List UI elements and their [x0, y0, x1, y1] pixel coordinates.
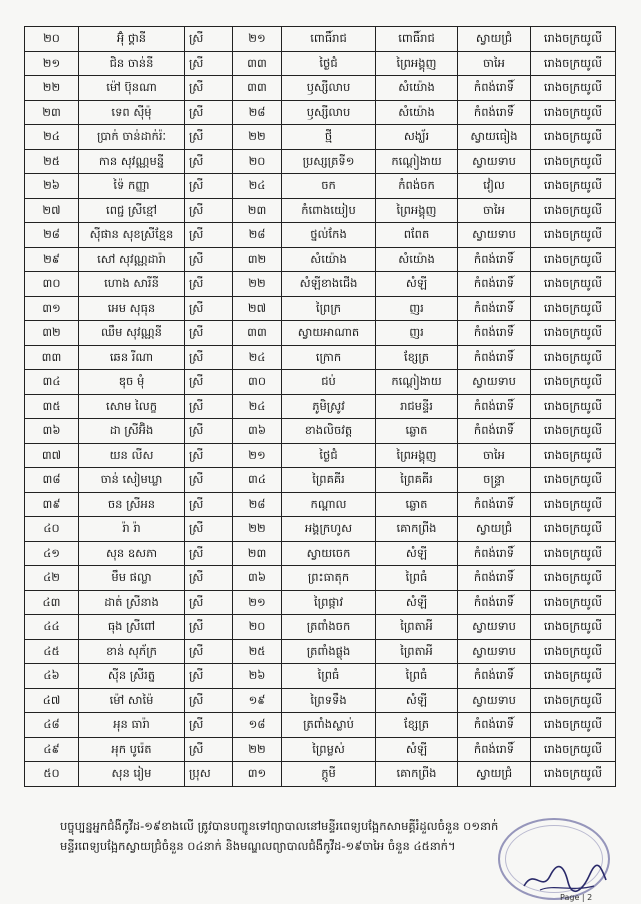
commune-cell: ព្រៃតាអី: [376, 639, 458, 664]
workplace-cell: រោងចក្រយូលី: [531, 296, 616, 321]
sex-cell: ស្រី: [185, 321, 233, 346]
commune-cell: ឆ្លោត: [376, 492, 458, 517]
age-cell: ២០: [233, 149, 282, 174]
workplace-cell: រោងចក្រយូលី: [531, 762, 616, 787]
age-cell: ២៤: [233, 174, 282, 199]
village-cell: ព្រៃក្រ: [282, 296, 376, 321]
commune-cell: សំយ៉ោង: [376, 100, 458, 125]
row-number-cell: ៣០: [25, 272, 79, 297]
age-cell: ៣៤: [233, 468, 282, 493]
person-name-cell: អុក បូរ៉េត: [79, 737, 185, 762]
commune-cell: គោកព្រីង: [376, 517, 458, 542]
sex-cell: ស្រី: [185, 615, 233, 640]
district-cell: ចន្ទ្រា: [458, 468, 531, 493]
workplace-cell: រោងចក្រយូលី: [531, 492, 616, 517]
district-cell: ស្វាយទាប: [458, 149, 531, 174]
village-cell: ក្រោក: [282, 345, 376, 370]
age-cell: ២៦: [233, 664, 282, 689]
person-name-cell: មឹម ផល្លា: [79, 566, 185, 591]
age-cell: ២១: [233, 443, 282, 468]
commune-cell: សំយ៉ោង: [376, 247, 458, 272]
district-cell: កំពង់រោទិ៍: [458, 737, 531, 762]
workplace-cell: រោងចក្រយូលី: [531, 639, 616, 664]
sex-cell: ស្រី: [185, 419, 233, 444]
commune-cell: រាជមន្ទីរ: [376, 394, 458, 419]
age-cell: ២១: [233, 590, 282, 615]
row-number-cell: ២៧: [25, 198, 79, 223]
district-cell: កំពង់រោទិ៍: [458, 76, 531, 101]
age-cell: ២៣: [233, 541, 282, 566]
village-cell: ក្តូមី: [282, 762, 376, 787]
commune-cell: ព្រៃតាអី: [376, 615, 458, 640]
sex-cell: ស្រី: [185, 198, 233, 223]
commune-cell: សំយ៉ោង: [376, 76, 458, 101]
row-number-cell: ៣៧: [25, 443, 79, 468]
age-cell: ២៣: [233, 198, 282, 223]
sex-cell: ស្រី: [185, 223, 233, 248]
person-name-cell: អេម សុធុន: [79, 296, 185, 321]
sex-cell: ស្រី: [185, 566, 233, 591]
sex-cell: ស្រី: [185, 345, 233, 370]
row-number-cell: ៤៨: [25, 713, 79, 738]
row-number-cell: ៣៦: [25, 419, 79, 444]
village-cell: ពោធិ៍រាជ: [282, 27, 376, 52]
row-number-cell: ៤០: [25, 517, 79, 542]
person-name-cell: ធុង ស្រីពៅ: [79, 615, 185, 640]
workplace-cell: រោងចក្រយូលី: [531, 100, 616, 125]
village-cell: សំឡីខាងជើង: [282, 272, 376, 297]
district-cell: កំពង់រោទិ៍: [458, 664, 531, 689]
row-number-cell: ២៣: [25, 100, 79, 125]
person-name-cell: ឈឹម សុវណ្ណនី: [79, 321, 185, 346]
table-row: [25, 639, 616, 664]
table-row: [25, 541, 616, 566]
workplace-cell: រោងចក្រយូលី: [531, 468, 616, 493]
sex-cell: ស្រី: [185, 100, 233, 125]
person-name-cell: ហោង សារីនី: [79, 272, 185, 297]
district-cell: ចាអៃ: [458, 443, 531, 468]
workplace-cell: រោងចក្រយូលី: [531, 125, 616, 150]
commune-cell: ឆ្លោត: [376, 419, 458, 444]
workplace-cell: រោងចក្រយូលី: [531, 345, 616, 370]
table-row: [25, 27, 616, 52]
row-number-cell: ២០: [25, 27, 79, 52]
workplace-cell: រោងចក្រយូលី: [531, 370, 616, 395]
sex-cell: ស្រី: [185, 149, 233, 174]
commune-cell: កណ្តៀងាយ: [376, 370, 458, 395]
workplace-cell: រោងចក្រយូលី: [531, 541, 616, 566]
district-cell: កំពង់រោទិ៍: [458, 492, 531, 517]
row-number-cell: ៣៩: [25, 492, 79, 517]
age-cell: ៣១: [233, 762, 282, 787]
workplace-cell: រោងចក្រយូលី: [531, 615, 616, 640]
workplace-cell: រោងចក្រយូលី: [531, 664, 616, 689]
workplace-cell: រោងចក្រយូលី: [531, 247, 616, 272]
table-row: [25, 615, 616, 640]
age-cell: ២៥: [233, 639, 282, 664]
workplace-cell: រោងចក្រយូលី: [531, 76, 616, 101]
commune-cell: ញរ: [376, 321, 458, 346]
table-row: [25, 321, 616, 346]
footer-line-2: មន្ទីរពេទ្យបង្អែកស្វាយជ្រំចំនួន ០៤នាក់ និងមណ្ឌលព្យាបាលជំងឺកូវីដ-១៩ចាអៃ ចំនួន ៤៥នាក់។: [60, 839, 456, 854]
village-cell: ព្រះធាតុក: [282, 566, 376, 591]
row-number-cell: ៣២: [25, 321, 79, 346]
age-cell: ១៩: [233, 688, 282, 713]
sex-cell: ស្រី: [185, 76, 233, 101]
commune-cell: កំពង់ចក: [376, 174, 458, 199]
age-cell: ២២: [233, 737, 282, 762]
row-number-cell: ៣៣: [25, 345, 79, 370]
person-name-cell: សៅ សុវណ្ណដារ៉ា: [79, 247, 185, 272]
village-cell: ព្រៃគគីរ: [282, 468, 376, 493]
village-cell: សំយ៉ោង: [282, 247, 376, 272]
village-cell: ស្វាយអាណាត: [282, 321, 376, 346]
row-number-cell: ៤១: [25, 541, 79, 566]
district-cell: ស្វាយទាប: [458, 688, 531, 713]
age-cell: ២២: [233, 272, 282, 297]
age-cell: ២៨: [233, 223, 282, 248]
person-name-cell: ស៊ីផាន សុខស្រីខ្មែន: [79, 223, 185, 248]
table-row: [25, 345, 616, 370]
table-row: [25, 664, 616, 689]
person-name-cell: ទ៉ៃ កញ្ញា: [79, 174, 185, 199]
village-cell: ថ្មី: [282, 125, 376, 150]
table-row: [25, 419, 616, 444]
village-cell: ប្រស្សត្រទី១: [282, 149, 376, 174]
person-name-cell: ខាន់ សុភ័ក្រ: [79, 639, 185, 664]
workplace-cell: រោងចក្រយូលី: [531, 51, 616, 76]
sex-cell: ស្រី: [185, 737, 233, 762]
person-name-cell: សុន រៀម: [79, 762, 185, 787]
person-name-cell: យន លីស: [79, 443, 185, 468]
workplace-cell: រោងចក្រយូលី: [531, 566, 616, 591]
person-name-cell: អុន ធារ៉ា: [79, 713, 185, 738]
village-cell: ព្រៃផ្កាវ: [282, 590, 376, 615]
table-row: [25, 125, 616, 150]
village-cell: ឫស្សីលាប: [282, 76, 376, 101]
table-row: [25, 198, 616, 223]
sex-cell: ស្រី: [185, 590, 233, 615]
workplace-cell: រោងចក្រយូលី: [531, 517, 616, 542]
district-cell: កំពង់រោទិ៍: [458, 345, 531, 370]
sex-cell: ស្រី: [185, 247, 233, 272]
sex-cell: ស្រី: [185, 517, 233, 542]
person-name-cell: ឌុច មុំ: [79, 370, 185, 395]
district-cell: ស្វាយទាប: [458, 639, 531, 664]
page-number: Page | 2: [560, 893, 593, 902]
table-row: [25, 688, 616, 713]
district-cell: កំពង់រោទិ៍: [458, 247, 531, 272]
village-cell: កំពោងយៀប: [282, 198, 376, 223]
person-name-cell: ប្រាក់ ចាន់ដាក់រ៉ៈ: [79, 125, 185, 150]
workplace-cell: រោងចក្រយូលី: [531, 198, 616, 223]
age-cell: ៣៣: [233, 321, 282, 346]
district-cell: កំពង់រោទិ៍: [458, 541, 531, 566]
row-number-cell: ២៤: [25, 125, 79, 150]
workplace-cell: រោងចក្រយូលី: [531, 394, 616, 419]
person-name-cell: ឆេន រីណា: [79, 345, 185, 370]
workplace-cell: រោងចក្រយូលី: [531, 688, 616, 713]
sex-cell: ស្រី: [185, 125, 233, 150]
village-cell: ត្រពាំងស្លាប់: [282, 713, 376, 738]
roster-body: [25, 27, 616, 787]
row-number-cell: ៤៥: [25, 639, 79, 664]
age-cell: ២៨: [233, 492, 282, 517]
age-cell: ២៨: [233, 100, 282, 125]
village-cell: ជប់: [282, 370, 376, 395]
workplace-cell: រោងចក្រយូលី: [531, 713, 616, 738]
workplace-cell: រោងចក្រយូលី: [531, 321, 616, 346]
person-name-cell: ទេព ស៊ីម៉ុ: [79, 100, 185, 125]
age-cell: ២៤: [233, 394, 282, 419]
row-number-cell: ៤២: [25, 566, 79, 591]
person-name-cell: ចាន់ សៀមឃ្លា: [79, 468, 185, 493]
row-number-cell: ២៨: [25, 223, 79, 248]
table-row: [25, 76, 616, 101]
village-cell: ថ្ងៃជំ: [282, 51, 376, 76]
handwritten-signature: [520, 862, 610, 896]
commune-cell: ព្រៃគគីរ: [376, 468, 458, 493]
age-cell: ៣៦: [233, 419, 282, 444]
table-row: [25, 370, 616, 395]
district-cell: កំពង់រោទិ៍: [458, 321, 531, 346]
table-row: [25, 762, 616, 787]
commune-cell: សំឡី: [376, 272, 458, 297]
sex-cell: ស្រី: [185, 664, 233, 689]
district-cell: កំពង់រោទិ៍: [458, 713, 531, 738]
village-cell: ព្រៃធំ: [282, 664, 376, 689]
commune-cell: ពពែត: [376, 223, 458, 248]
row-number-cell: ២៦: [25, 174, 79, 199]
workplace-cell: រោងចក្រយូលី: [531, 174, 616, 199]
age-cell: ៣២: [233, 247, 282, 272]
row-number-cell: ៣១: [25, 296, 79, 321]
sex-cell: ស្រី: [185, 370, 233, 395]
row-number-cell: ៣៤: [25, 370, 79, 395]
table-row: [25, 590, 616, 615]
village-cell: ព្រៃម្លស់: [282, 737, 376, 762]
table-row: [25, 468, 616, 493]
table-row: [25, 247, 616, 272]
commune-cell: ពោធិ៍រាជ: [376, 27, 458, 52]
person-name-cell: កាន សុវណ្ណមន្នី: [79, 149, 185, 174]
district-cell: កំពង់រោទិ៍: [458, 566, 531, 591]
person-name-cell: សុន ឧសភា: [79, 541, 185, 566]
age-cell: ១៨: [233, 713, 282, 738]
workplace-cell: រោងចក្រយូលី: [531, 443, 616, 468]
table-row: [25, 272, 616, 297]
village-cell: អង្គក្រហូស: [282, 517, 376, 542]
age-cell: ៣០: [233, 370, 282, 395]
district-cell: ស្វាយជ្រំ: [458, 517, 531, 542]
person-name-cell: ដាត់ ស្រីនាង: [79, 590, 185, 615]
row-number-cell: ៤៧: [25, 688, 79, 713]
age-cell: ២២: [233, 517, 282, 542]
person-name-cell: ម៉ៅ សាម៉ៃ: [79, 688, 185, 713]
table-row: [25, 174, 616, 199]
person-name-cell: សោម លៃក្ខ: [79, 394, 185, 419]
table-row: [25, 566, 616, 591]
age-cell: ២១: [233, 27, 282, 52]
sex-cell: ស្រី: [185, 688, 233, 713]
village-cell: ឫស្សីលាប: [282, 100, 376, 125]
table-row: [25, 51, 616, 76]
workplace-cell: រោងចក្រយូលី: [531, 149, 616, 174]
sex-cell: ស្រី: [185, 541, 233, 566]
age-cell: ២២: [233, 125, 282, 150]
age-cell: ២៧: [233, 296, 282, 321]
table-row: [25, 100, 616, 125]
district-cell: ស្វាយទាប: [458, 223, 531, 248]
village-cell: កណ្តាល: [282, 492, 376, 517]
table-row: [25, 713, 616, 738]
village-cell: ថ្នល់កែង: [282, 223, 376, 248]
row-number-cell: ២២: [25, 76, 79, 101]
row-number-cell: ២៥: [25, 149, 79, 174]
commune-cell: សំឡី: [376, 590, 458, 615]
sex-cell: ស្រី: [185, 713, 233, 738]
table-row: [25, 443, 616, 468]
commune-cell: ខ្សែត្រ: [376, 345, 458, 370]
village-cell: ព្រៃទទឹង: [282, 688, 376, 713]
district-cell: កំពង់រោទិ៍: [458, 419, 531, 444]
row-number-cell: ៤៣: [25, 590, 79, 615]
village-cell: ត្រពាំងផ្លុង: [282, 639, 376, 664]
district-cell: កំពង់រោទិ៍: [458, 590, 531, 615]
age-cell: ៣៣: [233, 76, 282, 101]
workplace-cell: រោងចក្រយូលី: [531, 272, 616, 297]
sex-cell: ស្រី: [185, 639, 233, 664]
patient-roster-table: [24, 26, 616, 787]
age-cell: ២០: [233, 615, 282, 640]
workplace-cell: រោងចក្រយូលី: [531, 419, 616, 444]
sex-cell: ស្រី: [185, 443, 233, 468]
district-cell: កំពង់រោទិ៍: [458, 296, 531, 321]
row-number-cell: ២១: [25, 51, 79, 76]
person-name-cell: ម៉ៅ ប៊ុនណា: [79, 76, 185, 101]
table-row: [25, 737, 616, 762]
row-number-cell: ៣៨: [25, 468, 79, 493]
age-cell: ៣៣: [233, 51, 282, 76]
commune-cell: គោកព្រីង: [376, 762, 458, 787]
table-row: [25, 296, 616, 321]
commune-cell: សង្ឃ័រ: [376, 125, 458, 150]
commune-cell: ព្រៃធំ: [376, 664, 458, 689]
footer-line-1: បច្ចុប្បន្នអ្នកជំងឺកូវីដ-១៩ខាងលើ ត្រូវបានបញ្ជូនទៅព្យាបាលនៅមន្ទីរពេទ្យបង្អែកសាមគ្គីរំដួលចំនួន ០១នាក់: [60, 819, 499, 833]
district-cell: ស្វាយធៀង: [458, 125, 531, 150]
district-cell: កំពង់រោទិ៍: [458, 100, 531, 125]
workplace-cell: រោងចក្រយូលី: [531, 223, 616, 248]
district-cell: ស្វាយជ្រំ: [458, 762, 531, 787]
table-row: [25, 492, 616, 517]
district-cell: ចាអៃ: [458, 198, 531, 223]
sex-cell: ស្រី: [185, 492, 233, 517]
person-name-cell: រ៉ា រ៉ា: [79, 517, 185, 542]
table-row: [25, 223, 616, 248]
district-cell: កំពង់រោទិ៍: [458, 272, 531, 297]
row-number-cell: ៥០: [25, 762, 79, 787]
commune-cell: ខ្សែត្រ: [376, 713, 458, 738]
row-number-cell: ២៩: [25, 247, 79, 272]
person-name-cell: ចន ស្រីអន: [79, 492, 185, 517]
commune-cell: កណ្តៀងាយ: [376, 149, 458, 174]
village-cell: ចក: [282, 174, 376, 199]
person-name-cell: ដា ស្រីអ៊ិង: [79, 419, 185, 444]
workplace-cell: រោងចក្រយូលី: [531, 27, 616, 52]
sex-cell: ស្រី: [185, 51, 233, 76]
age-cell: ២៤: [233, 345, 282, 370]
sex-cell: ស្រី: [185, 296, 233, 321]
table-row: [25, 149, 616, 174]
sex-cell: ស្រី: [185, 468, 233, 493]
village-cell: ខាងលិចវត្ត: [282, 419, 376, 444]
workplace-cell: រោងចក្រយូលី: [531, 590, 616, 615]
district-cell: ចាអៃ: [458, 51, 531, 76]
person-name-cell: អ៊ុំ ថ្គានី: [79, 27, 185, 52]
commune-cell: ព្រៃអង្គុញ: [376, 198, 458, 223]
district-cell: កំពង់រោទិ៍: [458, 394, 531, 419]
table-row: [25, 517, 616, 542]
village-cell: ស្វាយចេក: [282, 541, 376, 566]
row-number-cell: ៤៤: [25, 615, 79, 640]
age-cell: ៣៦: [233, 566, 282, 591]
person-name-cell: ពេជ្ជ ស្រីខ្មៅ: [79, 198, 185, 223]
sex-cell: ស្រី: [185, 272, 233, 297]
commune-cell: សំឡី: [376, 737, 458, 762]
district-cell: វៀល: [458, 174, 531, 199]
person-name-cell: ស៊ីន ស្រីរត្ន: [79, 664, 185, 689]
row-number-cell: ៤៩: [25, 737, 79, 762]
commune-cell: ព្រៃអង្គុញ: [376, 51, 458, 76]
sex-cell: ប្រុស: [185, 762, 233, 787]
workplace-cell: រោងចក្រយូលី: [531, 737, 616, 762]
commune-cell: សំឡី: [376, 541, 458, 566]
commune-cell: ព្រៃធំ: [376, 566, 458, 591]
sex-cell: ស្រី: [185, 27, 233, 52]
commune-cell: ព្រៃអង្គុញ: [376, 443, 458, 468]
village-cell: ត្រពាំងចក: [282, 615, 376, 640]
village-cell: ភូមិស្រូវ: [282, 394, 376, 419]
row-number-cell: ៤៦: [25, 664, 79, 689]
commune-cell: ញរ: [376, 296, 458, 321]
commune-cell: សំឡី: [376, 688, 458, 713]
sex-cell: ស្រី: [185, 174, 233, 199]
district-cell: ស្វាយទាប: [458, 615, 531, 640]
sex-cell: ស្រី: [185, 394, 233, 419]
row-number-cell: ៣៥: [25, 394, 79, 419]
person-name-cell: ជិន ចាន់នី: [79, 51, 185, 76]
village-cell: ថ្ងៃជំ: [282, 443, 376, 468]
district-cell: ស្វាយជ្រំ: [458, 27, 531, 52]
table-row: [25, 394, 616, 419]
district-cell: ស្វាយទាប: [458, 370, 531, 395]
